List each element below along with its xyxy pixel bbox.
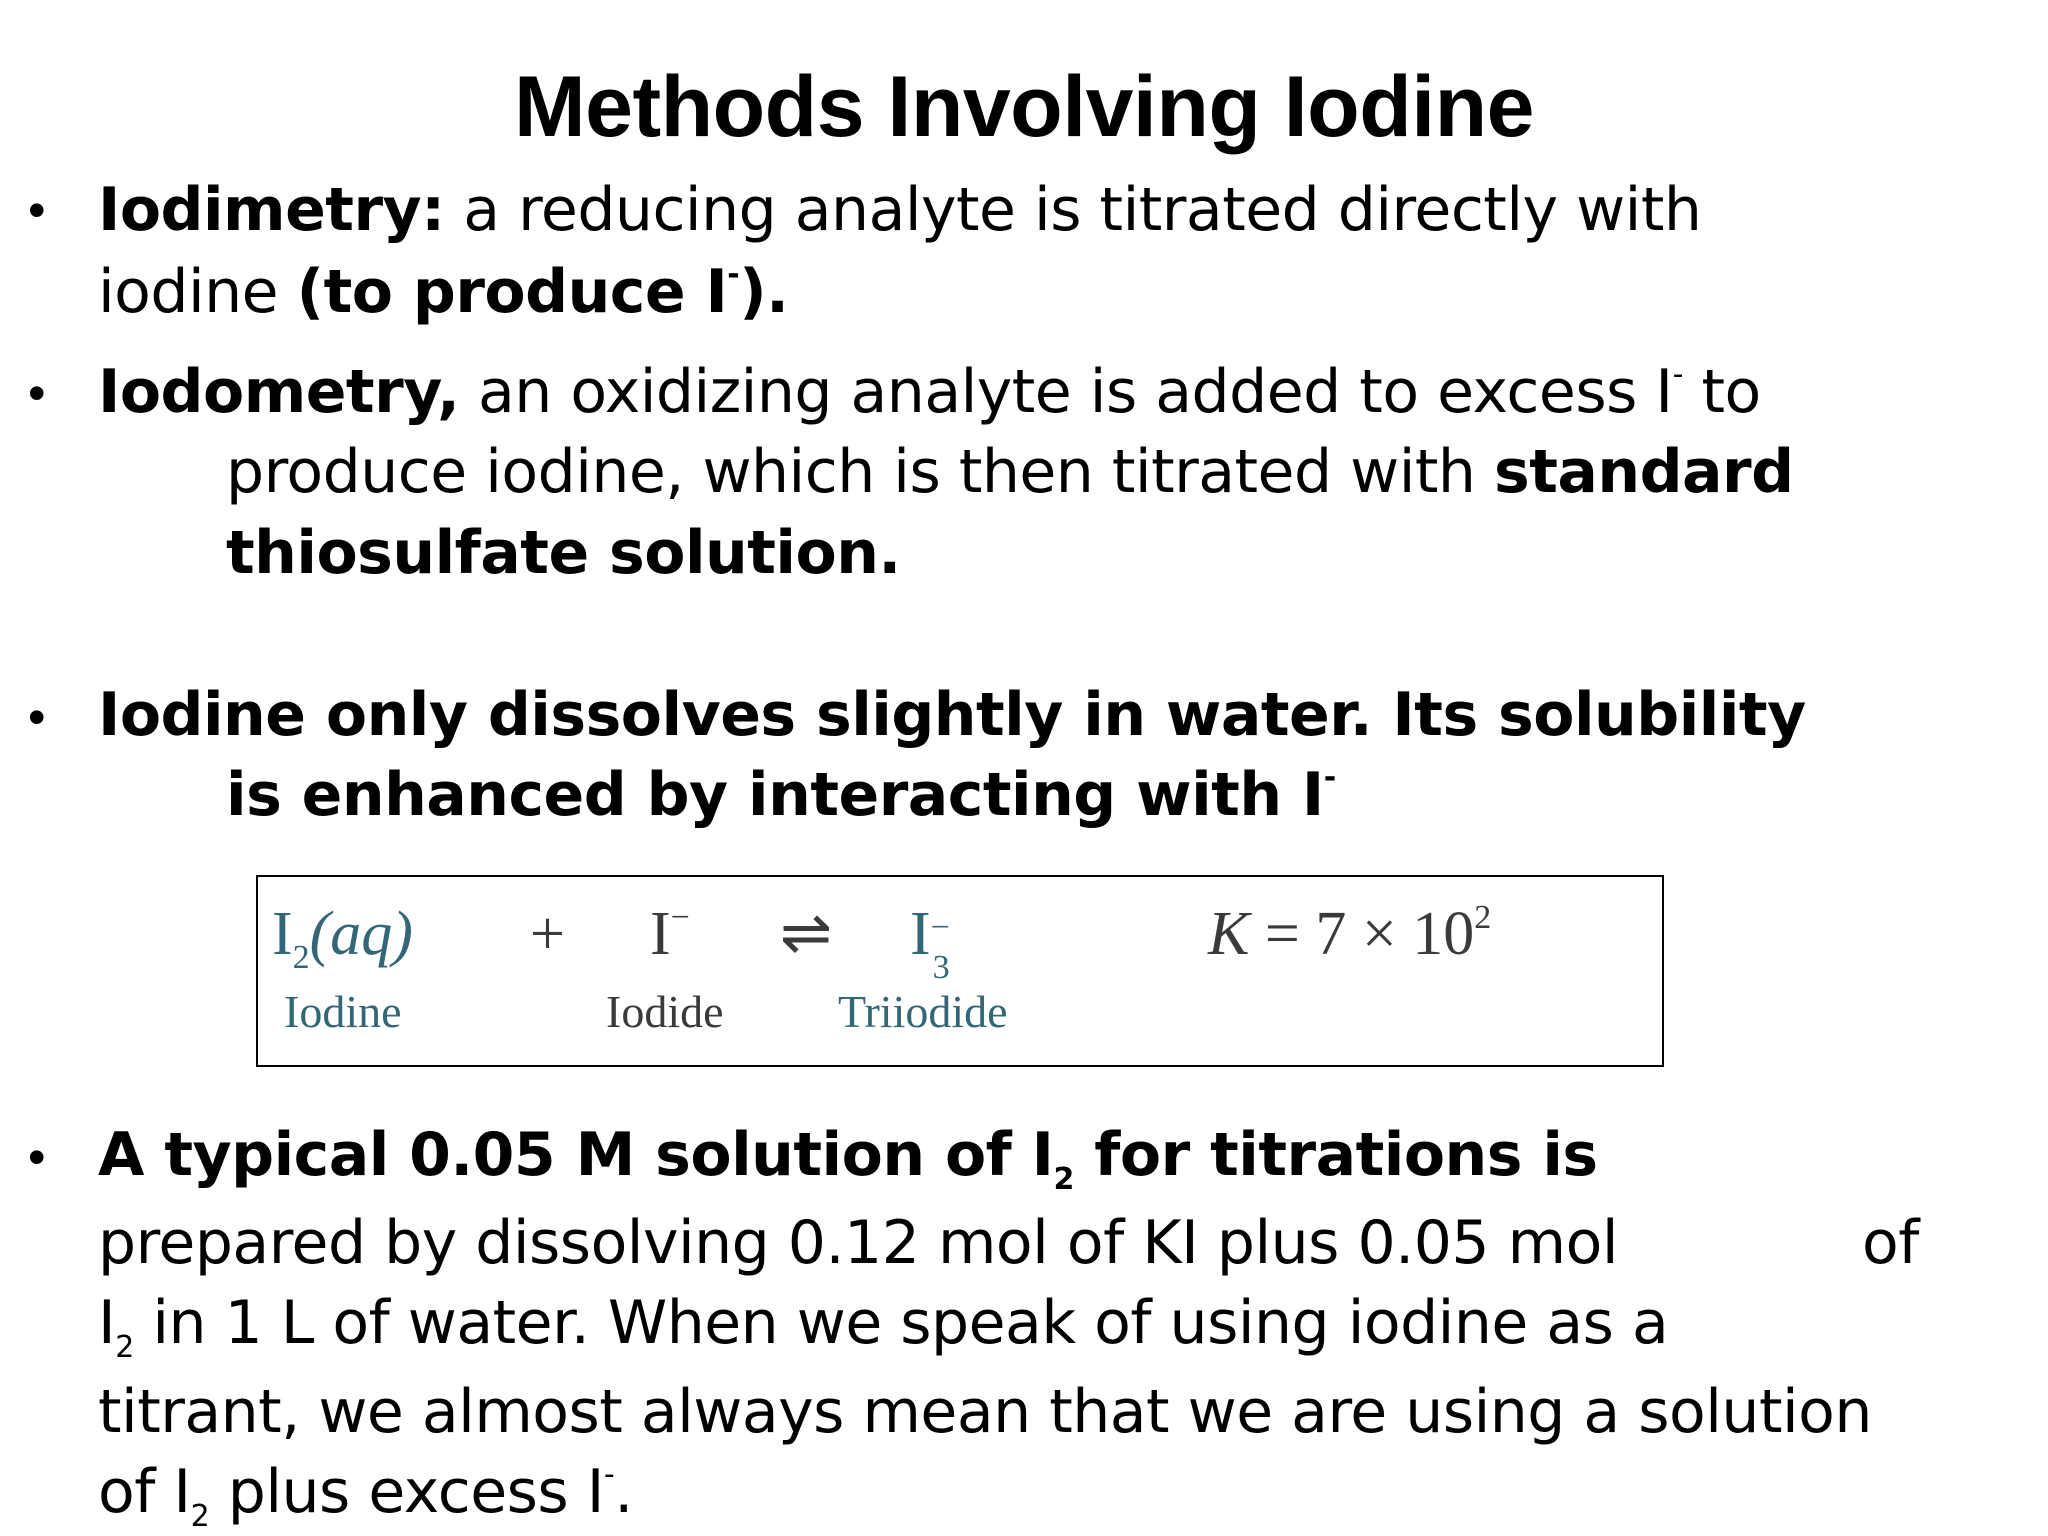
bullet2-bold-tail: standard — [1494, 437, 1794, 507]
eq-iodide-symbol: I — [650, 900, 671, 968]
bullet4-line4: titrant, we almost always mean that we are using a solution — [98, 1377, 1872, 1447]
slide-title: Methods Involving Iodine — [514, 59, 1534, 155]
bullet-dot-4: • — [28, 1129, 46, 1185]
eq-iodide-charge: − — [670, 899, 690, 936]
bullet2-line3: thiosulfate solution. — [226, 518, 901, 588]
bullet2-line1 — [98, 352, 1761, 432]
bullet4-line1 — [98, 1115, 1598, 1195]
bullet4-line3-i: I — [98, 1288, 116, 1358]
eq-k-exponent: 2 — [1474, 899, 1492, 936]
bullet4-line2: prepared by dissolving 0.12 mol of KI plus 0.05 mol — [98, 1208, 1618, 1278]
bullet2-text1b: to — [1682, 357, 1761, 427]
bullet4-bold-text: A typical 0.05 M solution of I — [98, 1120, 1054, 1190]
bullet1-bold-tail: (to produce I — [296, 257, 728, 327]
eq-plus: + — [530, 900, 565, 968]
eq-i2-phase: (aq) — [309, 900, 413, 968]
eq-k-expression: = 7 × 10 — [1249, 900, 1475, 968]
eq-i3-symbol: I — [910, 900, 931, 968]
bullet1-text2: iodine — [98, 257, 297, 327]
bullet1-superscript: - — [727, 257, 740, 292]
bullet3-line2 — [226, 755, 1336, 835]
bullet2-text2: produce iodine, which is then titrated with — [226, 437, 1494, 507]
bullet1-line1 — [98, 170, 1701, 250]
bullet-dot-1: • — [28, 182, 46, 238]
bullet4-line5-text-b: plus excess I — [209, 1457, 604, 1527]
term-iodimetry: Iodimetry: — [98, 175, 445, 245]
bullet3-superscript: - — [1323, 760, 1336, 795]
bullet4-line3 — [98, 1283, 1668, 1363]
bullet1-line2 — [98, 252, 788, 332]
bullet4-line3-subscript: 2 — [115, 1330, 134, 1365]
bullet2-superscript: - — [1672, 357, 1683, 392]
bullet4-subscript: 2 — [1053, 1162, 1074, 1197]
bullet4-line5-superscript: - — [603, 1457, 615, 1492]
bullet4-line5 — [98, 1452, 633, 1532]
eq-i2-subscript: 2 — [292, 939, 310, 976]
bullet3-text2: is enhanced by interacting with I — [226, 760, 1324, 830]
eq-k-symbol: K — [1208, 900, 1250, 968]
bullet2-line2 — [226, 432, 1794, 512]
label-iodine: Iodine — [284, 986, 402, 1037]
label-triiodide: Triiodide — [838, 986, 1008, 1037]
bullet4-bold-end: for titrations is — [1073, 1120, 1598, 1190]
bullet4-line5-text-a: of I — [98, 1457, 191, 1527]
bullet3-line1: Iodine only dissolves slightly in water. Its solubility — [98, 680, 1806, 750]
eq-reactant-iodine — [272, 899, 413, 976]
bullet-dot-2: • — [28, 365, 46, 421]
eq-i2-symbol: I — [272, 900, 293, 968]
bullet2-text1: an oxidizing analyte is added to excess I — [459, 357, 1673, 427]
equilibrium-equation-box — [256, 875, 1664, 1067]
bullet4-line5-end: . — [614, 1457, 633, 1527]
bullet4-line3-text: in 1 L of water. When we speak of using iodine as a — [133, 1288, 1669, 1358]
bullet1-end: ). — [739, 257, 789, 327]
bullet-dot-3: • — [28, 689, 46, 745]
eq-equilibrium-arrow: ⇌ — [780, 900, 832, 968]
label-iodide: Iodide — [606, 986, 724, 1037]
bullet4-line2-of: of — [1862, 1208, 1919, 1278]
bullet1-text1: a reducing analyte is titrated directly with — [444, 175, 1702, 245]
term-iodometry: Iodometry, — [98, 357, 460, 427]
bullet4-line5-subscript: 2 — [190, 1499, 210, 1534]
eq-equilibrium-constant — [1208, 899, 1491, 969]
eq-reactant-iodide — [650, 899, 690, 969]
eq-product-triiodide: I − 3 — [910, 900, 950, 986]
